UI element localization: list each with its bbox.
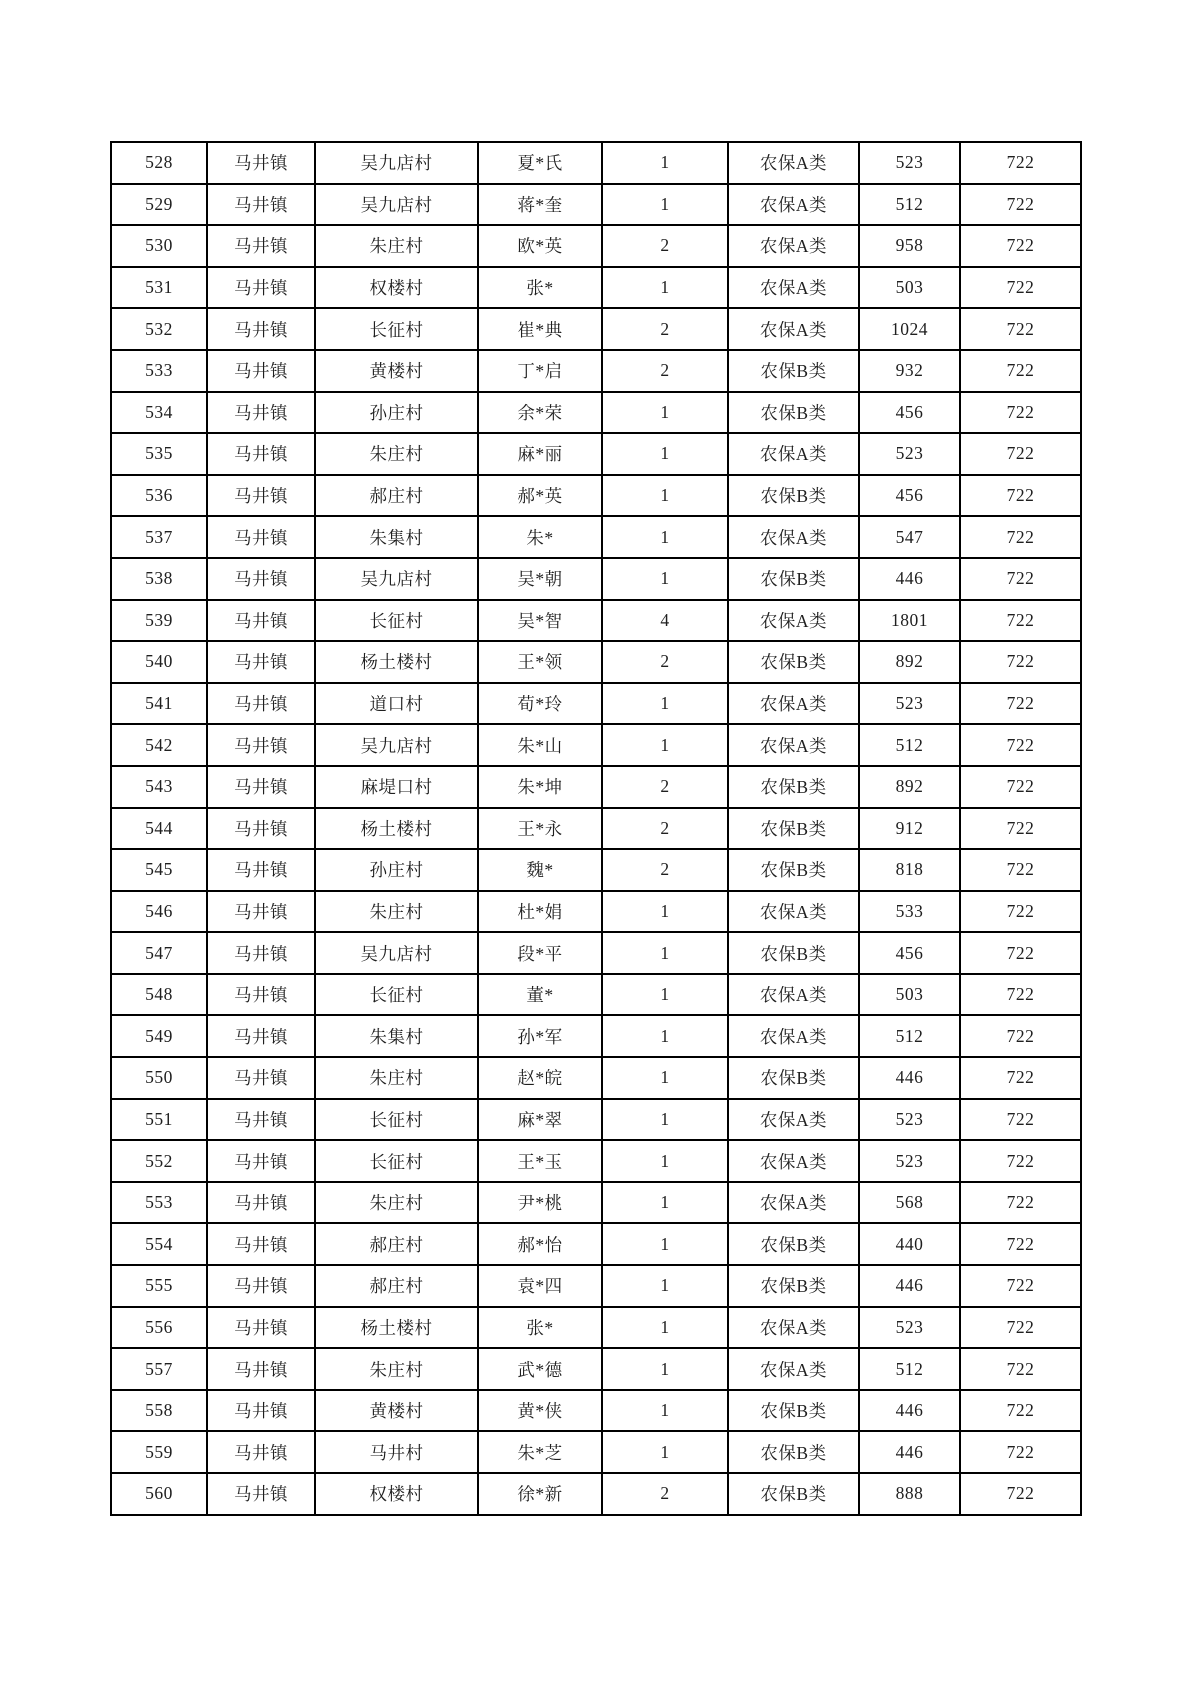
cell-town: 马井镇 (207, 433, 315, 475)
cell-row-number: 559 (111, 1431, 207, 1473)
cell-per-capita-standard: 722 (960, 932, 1081, 974)
cell-per-capita-standard: 722 (960, 1390, 1081, 1432)
cell-insurance-category: 农保A类 (728, 433, 859, 475)
cell-per-capita-standard: 722 (960, 267, 1081, 309)
cell-per-capita-standard: 722 (960, 1473, 1081, 1515)
table-row (111, 1140, 1081, 1182)
cell-amount: 547 (859, 516, 960, 558)
cell-per-capita-standard: 722 (960, 600, 1081, 642)
table-row (111, 1182, 1081, 1224)
cell-row-number: 544 (111, 808, 207, 850)
cell-people-count: 1 (602, 1057, 728, 1099)
cell-per-capita-standard: 722 (960, 1057, 1081, 1099)
table-row (111, 683, 1081, 725)
table-row (111, 932, 1081, 974)
table-row (111, 1015, 1081, 1057)
cell-insurance-category: 农保B类 (728, 392, 859, 434)
cell-town: 马井镇 (207, 1307, 315, 1349)
cell-amount: 456 (859, 475, 960, 517)
cell-people-count: 1 (602, 475, 728, 517)
cell-row-number: 551 (111, 1099, 207, 1141)
cell-masked-name: 朱* (478, 516, 602, 558)
cell-masked-name: 张* (478, 267, 602, 309)
table-row (111, 350, 1081, 392)
cell-amount: 512 (859, 184, 960, 226)
cell-town: 马井镇 (207, 724, 315, 766)
cell-masked-name: 王*领 (478, 641, 602, 683)
cell-people-count: 2 (602, 225, 728, 267)
cell-insurance-category: 农保A类 (728, 516, 859, 558)
cell-masked-name: 余*荣 (478, 392, 602, 434)
cell-town: 马井镇 (207, 849, 315, 891)
cell-town: 马井镇 (207, 891, 315, 933)
cell-amount: 958 (859, 225, 960, 267)
cell-amount: 533 (859, 891, 960, 933)
cell-amount: 932 (859, 350, 960, 392)
cell-row-number: 528 (111, 142, 207, 184)
table-row (111, 974, 1081, 1016)
cell-insurance-category: 农保B类 (728, 1265, 859, 1307)
cell-insurance-category: 农保A类 (728, 225, 859, 267)
table-body (111, 142, 1081, 1515)
cell-town: 马井镇 (207, 475, 315, 517)
cell-masked-name: 吴*朝 (478, 558, 602, 600)
cell-row-number: 529 (111, 184, 207, 226)
table-row (111, 891, 1081, 933)
cell-village: 长征村 (315, 600, 478, 642)
cell-masked-name: 赵*皖 (478, 1057, 602, 1099)
cell-per-capita-standard: 722 (960, 1431, 1081, 1473)
cell-insurance-category: 农保A类 (728, 1099, 859, 1141)
cell-row-number: 558 (111, 1390, 207, 1432)
cell-insurance-category: 农保B类 (728, 849, 859, 891)
cell-amount: 1024 (859, 308, 960, 350)
cell-insurance-category: 农保B类 (728, 641, 859, 683)
cell-row-number: 533 (111, 350, 207, 392)
cell-village: 权楼村 (315, 1473, 478, 1515)
cell-row-number: 543 (111, 766, 207, 808)
cell-insurance-category: 农保A类 (728, 600, 859, 642)
cell-masked-name: 杜*娟 (478, 891, 602, 933)
cell-per-capita-standard: 722 (960, 641, 1081, 683)
cell-amount: 446 (859, 1390, 960, 1432)
cell-town: 马井镇 (207, 308, 315, 350)
cell-amount: 446 (859, 1057, 960, 1099)
cell-row-number: 548 (111, 974, 207, 1016)
cell-village: 杨土楼村 (315, 1307, 478, 1349)
cell-town: 马井镇 (207, 932, 315, 974)
table-row (111, 1473, 1081, 1515)
cell-row-number: 536 (111, 475, 207, 517)
table-row (111, 766, 1081, 808)
cell-people-count: 2 (602, 641, 728, 683)
cell-masked-name: 丁*启 (478, 350, 602, 392)
cell-row-number: 531 (111, 267, 207, 309)
cell-per-capita-standard: 722 (960, 1015, 1081, 1057)
cell-masked-name: 蒋*奎 (478, 184, 602, 226)
cell-insurance-category: 农保B类 (728, 1057, 859, 1099)
cell-town: 马井镇 (207, 1140, 315, 1182)
cell-amount: 523 (859, 683, 960, 725)
cell-town: 马井镇 (207, 1265, 315, 1307)
cell-row-number: 547 (111, 932, 207, 974)
cell-village: 朱庄村 (315, 1057, 478, 1099)
cell-amount: 503 (859, 267, 960, 309)
cell-per-capita-standard: 722 (960, 1182, 1081, 1224)
cell-village: 麻堤口村 (315, 766, 478, 808)
cell-village: 长征村 (315, 1140, 478, 1182)
cell-town: 马井镇 (207, 516, 315, 558)
cell-masked-name: 朱*坤 (478, 766, 602, 808)
table-row (111, 392, 1081, 434)
cell-amount: 523 (859, 433, 960, 475)
cell-town: 马井镇 (207, 1473, 315, 1515)
cell-row-number: 552 (111, 1140, 207, 1182)
cell-people-count: 1 (602, 891, 728, 933)
cell-per-capita-standard: 722 (960, 1348, 1081, 1390)
cell-per-capita-standard: 722 (960, 766, 1081, 808)
cell-people-count: 1 (602, 1431, 728, 1473)
cell-per-capita-standard: 722 (960, 184, 1081, 226)
cell-town: 马井镇 (207, 350, 315, 392)
cell-row-number: 549 (111, 1015, 207, 1057)
cell-insurance-category: 农保A类 (728, 683, 859, 725)
cell-row-number: 542 (111, 724, 207, 766)
cell-masked-name: 夏*氏 (478, 142, 602, 184)
cell-village: 朱庄村 (315, 1182, 478, 1224)
cell-amount: 512 (859, 724, 960, 766)
cell-village: 道口村 (315, 683, 478, 725)
table-row (111, 225, 1081, 267)
cell-village: 杨土楼村 (315, 641, 478, 683)
cell-village: 郝庄村 (315, 1265, 478, 1307)
table-row (111, 516, 1081, 558)
cell-row-number: 540 (111, 641, 207, 683)
cell-people-count: 2 (602, 308, 728, 350)
cell-insurance-category: 农保A类 (728, 184, 859, 226)
cell-village: 黄楼村 (315, 350, 478, 392)
cell-insurance-category: 农保B类 (728, 558, 859, 600)
cell-village: 郝庄村 (315, 475, 478, 517)
cell-insurance-category: 农保A类 (728, 1140, 859, 1182)
cell-village: 郝庄村 (315, 1223, 478, 1265)
table-row (111, 475, 1081, 517)
cell-people-count: 1 (602, 1307, 728, 1349)
cell-people-count: 1 (602, 724, 728, 766)
cell-town: 马井镇 (207, 808, 315, 850)
cell-amount: 523 (859, 1140, 960, 1182)
cell-people-count: 2 (602, 766, 728, 808)
cell-masked-name: 魏* (478, 849, 602, 891)
cell-amount: 503 (859, 974, 960, 1016)
cell-village: 朱庄村 (315, 1348, 478, 1390)
cell-town: 马井镇 (207, 1348, 315, 1390)
cell-per-capita-standard: 722 (960, 683, 1081, 725)
cell-insurance-category: 农保A类 (728, 267, 859, 309)
cell-amount: 892 (859, 766, 960, 808)
cell-amount: 1801 (859, 600, 960, 642)
cell-people-count: 1 (602, 1182, 728, 1224)
cell-people-count: 1 (602, 683, 728, 725)
cell-village: 长征村 (315, 308, 478, 350)
cell-people-count: 1 (602, 142, 728, 184)
cell-amount: 888 (859, 1473, 960, 1515)
cell-town: 马井镇 (207, 142, 315, 184)
cell-insurance-category: 农保A类 (728, 1307, 859, 1349)
cell-village: 权楼村 (315, 267, 478, 309)
table-row (111, 1099, 1081, 1141)
cell-per-capita-standard: 722 (960, 1140, 1081, 1182)
cell-per-capita-standard: 722 (960, 1265, 1081, 1307)
cell-per-capita-standard: 722 (960, 808, 1081, 850)
cell-per-capita-standard: 722 (960, 558, 1081, 600)
cell-people-count: 1 (602, 1015, 728, 1057)
cell-amount: 523 (859, 1307, 960, 1349)
cell-village: 朱集村 (315, 1015, 478, 1057)
cell-masked-name: 武*德 (478, 1348, 602, 1390)
cell-per-capita-standard: 722 (960, 142, 1081, 184)
cell-insurance-category: 农保B类 (728, 808, 859, 850)
cell-row-number: 530 (111, 225, 207, 267)
cell-insurance-category: 农保A类 (728, 891, 859, 933)
table-row (111, 142, 1081, 184)
cell-insurance-category: 农保A类 (728, 1182, 859, 1224)
cell-row-number: 560 (111, 1473, 207, 1515)
cell-village: 长征村 (315, 974, 478, 1016)
cell-town: 马井镇 (207, 225, 315, 267)
cell-masked-name: 荀*玲 (478, 683, 602, 725)
cell-people-count: 1 (602, 1265, 728, 1307)
table-row (111, 433, 1081, 475)
cell-insurance-category: 农保A类 (728, 974, 859, 1016)
cell-per-capita-standard: 722 (960, 433, 1081, 475)
cell-people-count: 4 (602, 600, 728, 642)
cell-row-number: 539 (111, 600, 207, 642)
cell-amount: 456 (859, 392, 960, 434)
cell-amount: 512 (859, 1348, 960, 1390)
cell-per-capita-standard: 722 (960, 350, 1081, 392)
cell-insurance-category: 农保B类 (728, 475, 859, 517)
cell-town: 马井镇 (207, 766, 315, 808)
cell-masked-name: 尹*桃 (478, 1182, 602, 1224)
cell-amount: 568 (859, 1182, 960, 1224)
cell-town: 马井镇 (207, 974, 315, 1016)
subsidy-table (110, 141, 1082, 1516)
table-row (111, 1431, 1081, 1473)
cell-row-number: 535 (111, 433, 207, 475)
cell-village: 孙庄村 (315, 392, 478, 434)
cell-per-capita-standard: 722 (960, 891, 1081, 933)
cell-amount: 523 (859, 142, 960, 184)
cell-people-count: 1 (602, 1099, 728, 1141)
cell-village: 吴九店村 (315, 932, 478, 974)
cell-insurance-category: 农保A类 (728, 724, 859, 766)
table-row (111, 641, 1081, 683)
cell-amount: 446 (859, 558, 960, 600)
cell-town: 马井镇 (207, 1015, 315, 1057)
cell-people-count: 1 (602, 974, 728, 1016)
cell-row-number: 538 (111, 558, 207, 600)
cell-masked-name: 董* (478, 974, 602, 1016)
cell-masked-name: 张* (478, 1307, 602, 1349)
cell-masked-name: 王*玉 (478, 1140, 602, 1182)
table-row (111, 1057, 1081, 1099)
cell-row-number: 541 (111, 683, 207, 725)
cell-masked-name: 朱*山 (478, 724, 602, 766)
cell-people-count: 1 (602, 184, 728, 226)
cell-per-capita-standard: 722 (960, 475, 1081, 517)
cell-town: 马井镇 (207, 683, 315, 725)
cell-per-capita-standard: 722 (960, 516, 1081, 558)
cell-per-capita-standard: 722 (960, 1099, 1081, 1141)
cell-village: 吴九店村 (315, 558, 478, 600)
cell-town: 马井镇 (207, 392, 315, 434)
table-row (111, 1390, 1081, 1432)
cell-masked-name: 郝*怡 (478, 1223, 602, 1265)
cell-per-capita-standard: 722 (960, 724, 1081, 766)
cell-insurance-category: 农保B类 (728, 1390, 859, 1432)
cell-row-number: 550 (111, 1057, 207, 1099)
cell-row-number: 532 (111, 308, 207, 350)
cell-per-capita-standard: 722 (960, 392, 1081, 434)
cell-people-count: 1 (602, 932, 728, 974)
cell-village: 黄楼村 (315, 1390, 478, 1432)
cell-town: 马井镇 (207, 1057, 315, 1099)
cell-row-number: 557 (111, 1348, 207, 1390)
cell-per-capita-standard: 722 (960, 225, 1081, 267)
table-row (111, 184, 1081, 226)
cell-town: 马井镇 (207, 1431, 315, 1473)
cell-masked-name: 欧*英 (478, 225, 602, 267)
table-row (111, 724, 1081, 766)
cell-people-count: 2 (602, 808, 728, 850)
cell-masked-name: 黄*侠 (478, 1390, 602, 1432)
cell-per-capita-standard: 722 (960, 308, 1081, 350)
cell-village: 吴九店村 (315, 184, 478, 226)
cell-amount: 512 (859, 1015, 960, 1057)
cell-masked-name: 麻*丽 (478, 433, 602, 475)
cell-town: 马井镇 (207, 1182, 315, 1224)
cell-row-number: 556 (111, 1307, 207, 1349)
cell-amount: 446 (859, 1431, 960, 1473)
cell-amount: 912 (859, 808, 960, 850)
cell-per-capita-standard: 722 (960, 1307, 1081, 1349)
cell-row-number: 545 (111, 849, 207, 891)
cell-town: 马井镇 (207, 1223, 315, 1265)
cell-town: 马井镇 (207, 600, 315, 642)
cell-town: 马井镇 (207, 1390, 315, 1432)
cell-per-capita-standard: 722 (960, 1223, 1081, 1265)
cell-people-count: 1 (602, 516, 728, 558)
cell-insurance-category: 农保A类 (728, 308, 859, 350)
cell-masked-name: 段*平 (478, 932, 602, 974)
cell-masked-name: 孙*军 (478, 1015, 602, 1057)
cell-amount: 523 (859, 1099, 960, 1141)
table-row (111, 1348, 1081, 1390)
cell-town: 马井镇 (207, 184, 315, 226)
cell-village: 朱庄村 (315, 891, 478, 933)
cell-insurance-category: 农保A类 (728, 1015, 859, 1057)
cell-people-count: 2 (602, 350, 728, 392)
cell-town: 马井镇 (207, 1099, 315, 1141)
cell-amount: 892 (859, 641, 960, 683)
cell-row-number: 553 (111, 1182, 207, 1224)
cell-village: 杨土楼村 (315, 808, 478, 850)
cell-town: 马井镇 (207, 267, 315, 309)
cell-row-number: 537 (111, 516, 207, 558)
cell-masked-name: 徐*新 (478, 1473, 602, 1515)
cell-masked-name: 王*永 (478, 808, 602, 850)
cell-amount: 440 (859, 1223, 960, 1265)
cell-village: 长征村 (315, 1099, 478, 1141)
cell-amount: 818 (859, 849, 960, 891)
cell-masked-name: 袁*四 (478, 1265, 602, 1307)
cell-village: 朱集村 (315, 516, 478, 558)
cell-masked-name: 吴*智 (478, 600, 602, 642)
cell-insurance-category: 农保B类 (728, 932, 859, 974)
cell-masked-name: 郝*英 (478, 475, 602, 517)
cell-people-count: 2 (602, 849, 728, 891)
cell-amount: 446 (859, 1265, 960, 1307)
table-row (111, 1307, 1081, 1349)
table-row (111, 600, 1081, 642)
cell-per-capita-standard: 722 (960, 849, 1081, 891)
cell-people-count: 1 (602, 392, 728, 434)
cell-town: 马井镇 (207, 641, 315, 683)
cell-people-count: 1 (602, 1223, 728, 1265)
cell-insurance-category: 农保B类 (728, 766, 859, 808)
cell-village: 朱庄村 (315, 225, 478, 267)
cell-amount: 456 (859, 932, 960, 974)
cell-insurance-category: 农保B类 (728, 1473, 859, 1515)
table-row (111, 308, 1081, 350)
cell-village: 朱庄村 (315, 433, 478, 475)
cell-masked-name: 崔*典 (478, 308, 602, 350)
table-row (111, 267, 1081, 309)
cell-insurance-category: 农保B类 (728, 1431, 859, 1473)
cell-insurance-category: 农保B类 (728, 350, 859, 392)
cell-town: 马井镇 (207, 558, 315, 600)
cell-row-number: 555 (111, 1265, 207, 1307)
cell-masked-name: 麻*翠 (478, 1099, 602, 1141)
cell-village: 吴九店村 (315, 142, 478, 184)
cell-row-number: 554 (111, 1223, 207, 1265)
table-row (111, 558, 1081, 600)
cell-insurance-category: 农保A类 (728, 1348, 859, 1390)
cell-masked-name: 朱*芝 (478, 1431, 602, 1473)
cell-people-count: 1 (602, 558, 728, 600)
cell-people-count: 1 (602, 1348, 728, 1390)
cell-people-count: 1 (602, 1390, 728, 1432)
table-row (111, 1223, 1081, 1265)
cell-people-count: 1 (602, 267, 728, 309)
cell-insurance-category: 农保A类 (728, 142, 859, 184)
cell-per-capita-standard: 722 (960, 974, 1081, 1016)
cell-people-count: 1 (602, 433, 728, 475)
table-row (111, 1265, 1081, 1307)
table-row (111, 849, 1081, 891)
cell-row-number: 546 (111, 891, 207, 933)
cell-village: 吴九店村 (315, 724, 478, 766)
cell-village: 马井村 (315, 1431, 478, 1473)
cell-insurance-category: 农保B类 (728, 1223, 859, 1265)
table-row (111, 808, 1081, 850)
cell-people-count: 1 (602, 1140, 728, 1182)
cell-people-count: 2 (602, 1473, 728, 1515)
cell-row-number: 534 (111, 392, 207, 434)
cell-village: 孙庄村 (315, 849, 478, 891)
